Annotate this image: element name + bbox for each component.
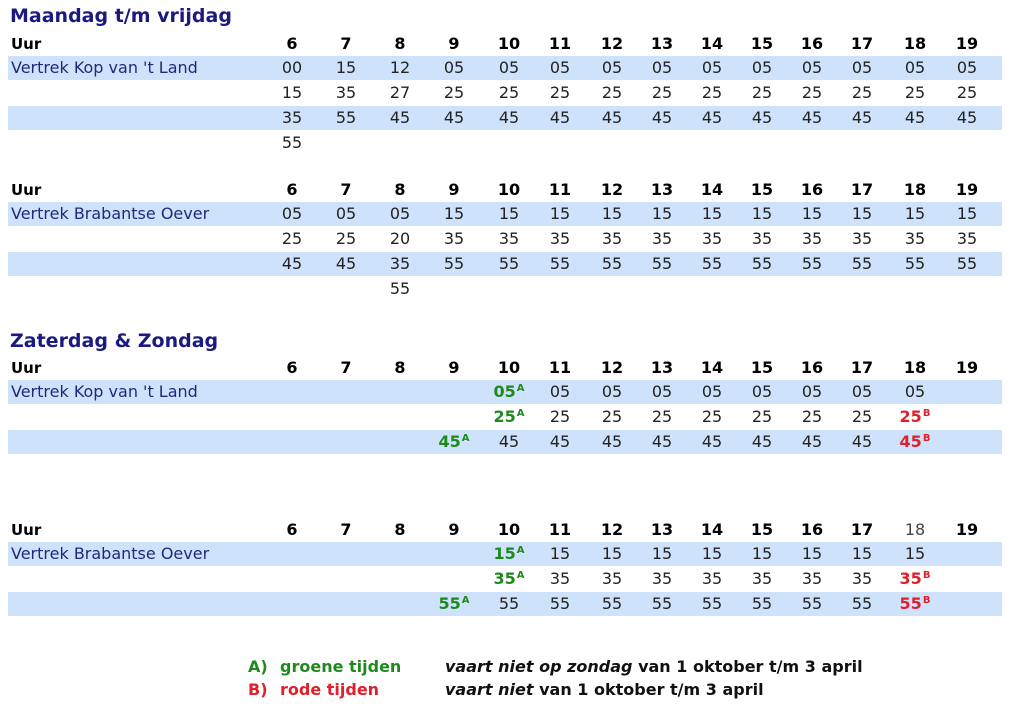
hour-header: 7 bbox=[340, 520, 352, 539]
departure-time: 05 bbox=[801, 58, 823, 77]
departure-time: 35 bbox=[601, 229, 623, 248]
departure-time: 45 bbox=[601, 108, 623, 127]
departure-time: 15 bbox=[956, 204, 978, 223]
departure-time: 45 bbox=[549, 108, 571, 127]
footnote-marker: B bbox=[922, 432, 931, 444]
hour-header: 10 bbox=[497, 180, 521, 199]
departure-time: 45 bbox=[443, 108, 465, 127]
timetable-row bbox=[8, 405, 1002, 429]
departure-time: 45 bbox=[549, 432, 571, 451]
hour-header: 12 bbox=[600, 34, 624, 53]
departure-time: 05 bbox=[549, 58, 571, 77]
departure-time: 05 bbox=[498, 58, 520, 77]
departure-time: 35 bbox=[801, 569, 823, 588]
hour-header: 6 bbox=[286, 180, 298, 199]
departure-time: 55 bbox=[801, 594, 823, 613]
departure-time: 15 bbox=[549, 204, 571, 223]
departure-time: 25 bbox=[904, 83, 926, 102]
departure-time: 05 bbox=[851, 58, 873, 77]
departure-time: 05 bbox=[851, 382, 873, 401]
departure-time: 05 bbox=[549, 382, 571, 401]
header-label: Uur bbox=[11, 521, 42, 539]
departure-time: 55 bbox=[281, 133, 303, 152]
departure-time: 15 bbox=[601, 204, 623, 223]
departure-time: 35 bbox=[281, 108, 303, 127]
departure-time: 15 bbox=[549, 544, 571, 563]
departure-time: 15 bbox=[851, 204, 873, 223]
hour-header: 7 bbox=[340, 358, 352, 377]
departure-time: 25 bbox=[701, 407, 723, 426]
departure-time: $35^A$ bbox=[493, 569, 525, 588]
departure-time: 25 bbox=[549, 83, 571, 102]
departure-time: 15 bbox=[335, 58, 357, 77]
departure-time: 55 bbox=[549, 254, 571, 273]
header-label: Uur bbox=[11, 359, 42, 377]
departure-time: 15 bbox=[701, 204, 723, 223]
departure-time: 15 bbox=[751, 544, 773, 563]
departure-time: 45 bbox=[651, 108, 673, 127]
hour-header: 15 bbox=[750, 358, 774, 377]
hour-header: 10 bbox=[497, 520, 521, 539]
legend-a-label: groene tijden bbox=[280, 657, 402, 676]
departure-time: $55^B$ bbox=[899, 594, 931, 613]
footnote-marker: A bbox=[516, 569, 525, 581]
hour-header: 17 bbox=[850, 180, 874, 199]
header-row bbox=[8, 356, 1002, 380]
departure-time: 35 bbox=[651, 569, 673, 588]
departure-time: 35 bbox=[335, 83, 357, 102]
departure-time: 15 bbox=[801, 544, 823, 563]
departure-time: $55^A$ bbox=[438, 594, 470, 613]
departure-time: 55 bbox=[751, 594, 773, 613]
departure-time: 45 bbox=[498, 432, 520, 451]
hour-header: 8 bbox=[394, 180, 406, 199]
departure-time: 15 bbox=[701, 544, 723, 563]
departure-time: 35 bbox=[701, 229, 723, 248]
footnote-marker: A bbox=[516, 382, 525, 394]
departure-time: 05 bbox=[904, 58, 926, 77]
row-label: Vertrek Brabantse Oever bbox=[11, 544, 210, 563]
hour-header: 8 bbox=[394, 520, 406, 539]
legend-b-note bbox=[445, 680, 764, 699]
hour-header: 17 bbox=[850, 358, 874, 377]
timetable-row bbox=[8, 202, 1002, 226]
hour-header: 13 bbox=[650, 180, 674, 199]
row-label: Vertrek Kop van 't Land bbox=[11, 382, 198, 401]
timetable-row bbox=[8, 56, 1002, 80]
departure-time: 35 bbox=[701, 569, 723, 588]
departure-time: $05^A$ bbox=[493, 382, 525, 401]
hour-header: 6 bbox=[286, 358, 298, 377]
timetable-row bbox=[8, 252, 1002, 276]
hour-header: 12 bbox=[600, 520, 624, 539]
hour-header: 18 bbox=[904, 520, 926, 539]
hour-header: 16 bbox=[800, 358, 824, 377]
footnote-marker: A bbox=[516, 407, 525, 419]
departure-time: 25 bbox=[851, 83, 873, 102]
departure-time: 15 bbox=[281, 83, 303, 102]
hour-header: 6 bbox=[286, 34, 298, 53]
legend-b-label: rode tijden bbox=[280, 680, 380, 699]
departure-time: 05 bbox=[701, 58, 723, 77]
departure-time: 45 bbox=[701, 108, 723, 127]
departure-time: 45 bbox=[389, 108, 411, 127]
footnote-marker: A bbox=[461, 432, 470, 444]
timetable-row bbox=[8, 380, 1002, 404]
departure-time: 55 bbox=[335, 108, 357, 127]
legend-b-note-italic: vaart niet bbox=[445, 680, 534, 699]
header-label: Uur bbox=[11, 35, 42, 53]
hour-header: 18 bbox=[903, 34, 927, 53]
departure-time: 35 bbox=[651, 229, 673, 248]
departure-time: 45 bbox=[498, 108, 520, 127]
row-label: Vertrek Brabantse Oever bbox=[11, 204, 210, 223]
hour-header: 6 bbox=[286, 520, 298, 539]
legend-a-note-italic: vaart niet op zondag bbox=[445, 657, 633, 676]
hour-header: 15 bbox=[750, 520, 774, 539]
departure-time: 15 bbox=[498, 204, 520, 223]
departure-time: 05 bbox=[751, 58, 773, 77]
hour-header: 11 bbox=[548, 180, 572, 199]
hour-header: 9 bbox=[448, 358, 460, 377]
departure-time: 25 bbox=[751, 83, 773, 102]
hour-header: 9 bbox=[448, 34, 460, 53]
footnote-marker: B bbox=[922, 407, 931, 419]
departure-time: 55 bbox=[851, 254, 873, 273]
departure-time: $45^B$ bbox=[899, 432, 931, 451]
timetable-row bbox=[8, 131, 1002, 155]
departure-time: 55 bbox=[956, 254, 978, 273]
departure-time: 15 bbox=[801, 204, 823, 223]
departure-time: 45 bbox=[651, 432, 673, 451]
departure-time: 45 bbox=[601, 432, 623, 451]
departure-time: 15 bbox=[751, 204, 773, 223]
header-row bbox=[8, 32, 1002, 56]
departure-time: 55 bbox=[751, 254, 773, 273]
timetable-row bbox=[8, 227, 1002, 251]
legend-a-key: A) bbox=[248, 657, 268, 676]
departure-time: 12 bbox=[389, 58, 411, 77]
hour-header: 8 bbox=[394, 34, 406, 53]
departure-time: 25 bbox=[601, 83, 623, 102]
hour-header: 16 bbox=[800, 34, 824, 53]
departure-time: 05 bbox=[651, 58, 673, 77]
departure-time: 45 bbox=[335, 254, 357, 273]
hour-header: 13 bbox=[650, 34, 674, 53]
hour-header: 17 bbox=[850, 34, 874, 53]
departure-time: 55 bbox=[904, 254, 926, 273]
departure-time: 05 bbox=[801, 382, 823, 401]
timetable-row bbox=[8, 592, 1002, 616]
header-label: Uur bbox=[11, 181, 42, 199]
departure-time: 55 bbox=[601, 254, 623, 273]
hour-header: 19 bbox=[955, 34, 979, 53]
hour-header: 19 bbox=[955, 180, 979, 199]
hour-header: 7 bbox=[340, 180, 352, 199]
departure-time: 05 bbox=[281, 204, 303, 223]
departure-time: 00 bbox=[281, 58, 303, 77]
departure-time: 55 bbox=[651, 254, 673, 273]
departure-time: $35^B$ bbox=[899, 569, 931, 588]
legend-b-note-rest: van 1 oktober t/m 3 april bbox=[539, 680, 764, 699]
hour-header: 18 bbox=[903, 180, 927, 199]
departure-time: 25 bbox=[498, 83, 520, 102]
footnote-marker: B bbox=[922, 569, 931, 581]
timetable-row bbox=[8, 542, 1002, 566]
weekend-title: Zaterdag & Zondag bbox=[10, 330, 219, 352]
hour-header: 13 bbox=[650, 520, 674, 539]
departure-time: 05 bbox=[601, 382, 623, 401]
departure-time: 25 bbox=[549, 407, 571, 426]
departure-time: $25^B$ bbox=[899, 407, 931, 426]
departure-time: 25 bbox=[601, 407, 623, 426]
hour-header: 10 bbox=[497, 34, 521, 53]
departure-time: 05 bbox=[389, 204, 411, 223]
timetable-row bbox=[8, 277, 1002, 301]
departure-time: 55 bbox=[851, 594, 873, 613]
hour-header: 17 bbox=[850, 520, 874, 539]
departure-time: 55 bbox=[549, 594, 571, 613]
departure-time: 25 bbox=[701, 83, 723, 102]
hour-header: 19 bbox=[955, 358, 979, 377]
departure-time: 05 bbox=[601, 58, 623, 77]
departure-time: 35 bbox=[443, 229, 465, 248]
hour-header: 12 bbox=[600, 358, 624, 377]
departure-time: 35 bbox=[498, 229, 520, 248]
departure-time: 15 bbox=[651, 544, 673, 563]
departure-time: 45 bbox=[801, 432, 823, 451]
timetable-row bbox=[8, 106, 1002, 130]
departure-time: 25 bbox=[651, 83, 673, 102]
departure-time: 05 bbox=[443, 58, 465, 77]
timetable-row bbox=[8, 81, 1002, 105]
departure-time: 25 bbox=[956, 83, 978, 102]
departure-time: 55 bbox=[701, 594, 723, 613]
departure-time: 25 bbox=[851, 407, 873, 426]
departure-time: 05 bbox=[956, 58, 978, 77]
header-row bbox=[8, 178, 1002, 202]
hour-header: 9 bbox=[448, 180, 460, 199]
hour-header: 16 bbox=[800, 180, 824, 199]
departure-time: 15 bbox=[601, 544, 623, 563]
departure-time: 35 bbox=[751, 229, 773, 248]
departure-time: 35 bbox=[956, 229, 978, 248]
departure-time: 45 bbox=[751, 108, 773, 127]
departure-time: 27 bbox=[389, 83, 411, 102]
hour-header: 10 bbox=[497, 358, 521, 377]
departure-time: 45 bbox=[851, 108, 873, 127]
weekday-title: Maandag t/m vrijdag bbox=[10, 5, 232, 27]
header-row bbox=[8, 518, 1002, 542]
departure-time: 45 bbox=[904, 108, 926, 127]
legend-a-note-rest: van 1 oktober t/m 3 april bbox=[638, 657, 863, 676]
departure-time: 05 bbox=[651, 382, 673, 401]
timetable-row bbox=[8, 430, 1002, 454]
hour-header: 15 bbox=[750, 34, 774, 53]
hour-header: 14 bbox=[700, 34, 724, 53]
timetable-row bbox=[8, 567, 1002, 591]
hour-header: 19 bbox=[955, 520, 979, 539]
departure-time: 05 bbox=[751, 382, 773, 401]
departure-time: 45 bbox=[956, 108, 978, 127]
departure-time: 25 bbox=[801, 83, 823, 102]
footnote-marker: B bbox=[922, 594, 931, 606]
hour-header: 9 bbox=[448, 520, 460, 539]
departure-time: 25 bbox=[801, 407, 823, 426]
hour-header: 7 bbox=[340, 34, 352, 53]
departure-time: 45 bbox=[701, 432, 723, 451]
hour-header: 11 bbox=[548, 358, 572, 377]
departure-time: 35 bbox=[751, 569, 773, 588]
departure-time: $15^A$ bbox=[493, 544, 525, 563]
departure-time: 55 bbox=[443, 254, 465, 273]
legend-b-key: B) bbox=[248, 680, 268, 699]
departure-time: $45^A$ bbox=[438, 432, 470, 451]
footnote-marker: A bbox=[461, 594, 470, 606]
departure-time: 45 bbox=[801, 108, 823, 127]
hour-header: 15 bbox=[750, 180, 774, 199]
departure-time: 15 bbox=[651, 204, 673, 223]
row-label: Vertrek Kop van 't Land bbox=[11, 58, 198, 77]
hour-header: 16 bbox=[800, 520, 824, 539]
hour-header: 14 bbox=[700, 520, 724, 539]
hour-header: 13 bbox=[650, 358, 674, 377]
departure-time: 20 bbox=[389, 229, 411, 248]
departure-time: 45 bbox=[751, 432, 773, 451]
departure-time: 15 bbox=[443, 204, 465, 223]
departure-time: 05 bbox=[904, 382, 926, 401]
departure-time: 05 bbox=[701, 382, 723, 401]
departure-time: 55 bbox=[498, 594, 520, 613]
departure-time: 15 bbox=[904, 204, 926, 223]
departure-time: 15 bbox=[851, 544, 873, 563]
departure-time: 25 bbox=[651, 407, 673, 426]
hour-header: 14 bbox=[700, 180, 724, 199]
hour-header: 12 bbox=[600, 180, 624, 199]
departure-time: 35 bbox=[601, 569, 623, 588]
departure-time: 45 bbox=[851, 432, 873, 451]
departure-time: 45 bbox=[281, 254, 303, 273]
departure-time: 55 bbox=[601, 594, 623, 613]
hour-header: 14 bbox=[700, 358, 724, 377]
departure-time: 35 bbox=[389, 254, 411, 273]
departure-time: 35 bbox=[904, 229, 926, 248]
legend-a-note bbox=[445, 657, 863, 676]
footnote-marker: A bbox=[516, 544, 525, 556]
departure-time: 35 bbox=[851, 229, 873, 248]
departure-time: 55 bbox=[389, 279, 411, 298]
departure-time: 55 bbox=[701, 254, 723, 273]
departure-time: 25 bbox=[751, 407, 773, 426]
departure-time: $25^A$ bbox=[493, 407, 525, 426]
departure-time: 35 bbox=[549, 569, 571, 588]
departure-time: 15 bbox=[904, 544, 926, 563]
departure-time: 35 bbox=[801, 229, 823, 248]
departure-time: 35 bbox=[549, 229, 571, 248]
departure-time: 25 bbox=[443, 83, 465, 102]
departure-time: 25 bbox=[335, 229, 357, 248]
departure-time: 55 bbox=[651, 594, 673, 613]
hour-header: 11 bbox=[548, 520, 572, 539]
departure-time: 55 bbox=[498, 254, 520, 273]
departure-time: 35 bbox=[851, 569, 873, 588]
hour-header: 8 bbox=[394, 358, 406, 377]
hour-header: 11 bbox=[548, 34, 572, 53]
departure-time: 05 bbox=[335, 204, 357, 223]
departure-time: 55 bbox=[801, 254, 823, 273]
departure-time: 25 bbox=[281, 229, 303, 248]
hour-header: 18 bbox=[903, 358, 927, 377]
